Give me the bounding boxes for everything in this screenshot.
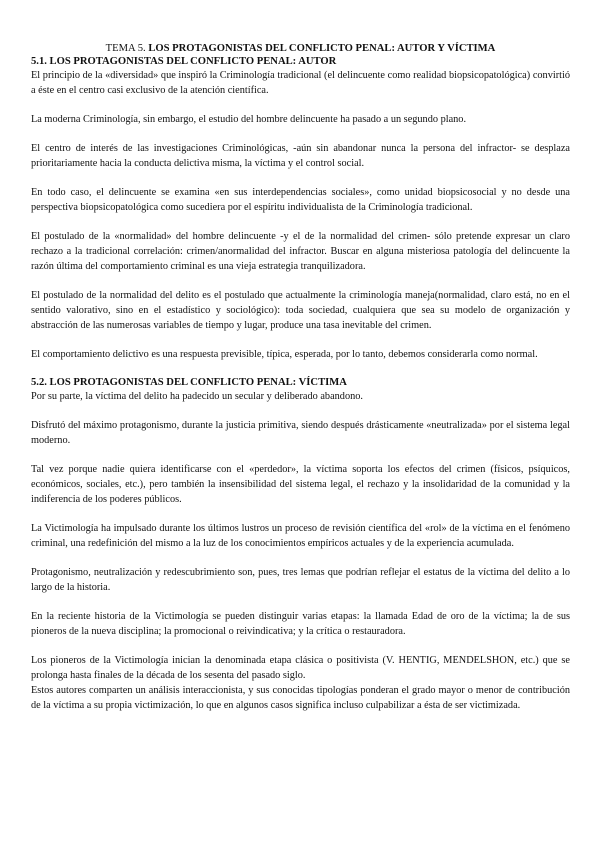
document-title bbox=[31, 42, 570, 55]
paragraph: En la reciente historia de la Victimología se pueden distinguir varias etapas: la llamada Edad de oro de la víctima; la de sus pioneros de la nueva disciplina; la promocional o reivindicativa; y la crítica o restauradora. bbox=[31, 611, 570, 637]
title-main: LOS PROTAGONISTAS DEL CONFLICTO PENAL: AUTOR Y VÍCTIMA bbox=[148, 43, 496, 54]
paragraph: Los pioneros de la Victimología inician la denominada etapa clásica o positivista (V. HENTIG, MENDELSHON, etc.) que se prolonga hasta finales de la década de los sesenta del pasado siglo. bbox=[31, 655, 570, 681]
paragraph: Por su parte, la víctima del delito ha padecido un secular y deliberado abandono. bbox=[31, 391, 363, 402]
paragraph: La moderna Criminología, sin embargo, el estudio del hombre delincuente ha pasado a un segundo plano. bbox=[31, 114, 467, 125]
paragraph: El postulado de la «normalidad» del hombre delincuente -y el de la normalidad del crimen- sólo pretende expresar un claro rechazo a la tradicional correlación: crimen/anormalidad del infractor. Buscar en alguna misteriosa patología del delincuente la razón última del comportamiento criminal es una vieja estrategia tranquilizadora. bbox=[31, 231, 570, 272]
section-heading-victima: 5.2. LOS PROTAGONISTAS DEL CONFLICTO PENAL: VÍCTIMA bbox=[31, 377, 347, 388]
paragraph: La Victimología ha impulsado durante los últimos lustros un proceso de revisión científica del «rol» de la víctima en el fenómeno criminal, una redefinición del mismo a la luz de los conocimientos empíricos actuales y de la experiencia acumulada. bbox=[31, 523, 570, 549]
paragraph: En todo caso, el delincuente se examina «en sus interdependencias sociales», como unidad biopsicosocial y no desde una perspectiva biopsicopatológica como sucediera por el espíritu individualista de la Criminología tradicional. bbox=[31, 187, 570, 213]
section-heading-autor: 5.1. LOS PROTAGONISTAS DEL CONFLICTO PENAL: AUTOR bbox=[31, 56, 337, 67]
paragraph: El comportamiento delictivo es una respuesta previsible, típica, esperada, por lo tanto, debemos considerarla como normal. bbox=[31, 349, 538, 360]
paragraph: Protagonismo, neutralización y redescubrimiento son, pues, tres lemas que podrían reflejar el estatus de la víctima del delito a lo largo de la historia. bbox=[31, 567, 570, 593]
paragraph: El postulado de la normalidad del delito es el postulado que actualmente la criminología maneja(normalidad, claro está, no en el sentido valorativo, sino en el estadístico y sociológico): toda sociedad, cualquiera que sea su modelo de organización y abstracción de las numerosas variables de tiempo y lugar, produce una tasa inevitable del crimen. bbox=[31, 290, 570, 331]
paragraph: Estos autores comparten un análisis interaccionista, y sus conocidas tipologías ponderan el grado mayor o menor de contribución de la víctima a su propia victimización, lo que en algunos casos significa incluso culpabilizar a ésta de ser victimizada. bbox=[31, 685, 570, 711]
paragraph: Disfrutó del máximo protagonismo, durante la justicia primitiva, siendo después drásticamente «neutralizada» por el sistema legal moderno. bbox=[31, 420, 570, 446]
paragraph: El principio de la «diversidad» que inspiró la Criminología tradicional (el delincuente como realidad biopsicopatológica) convirtió a éste en el centro casi exclusivo de la atención científica. bbox=[31, 70, 570, 96]
title-prefix: TEMA 5. bbox=[105, 43, 146, 54]
paragraph: El centro de interés de las investigaciones Criminológicas, -aún sin abandonar nunca la persona del infractor- se desplaza prioritariamente hacia la conducta delictiva misma, la víctima y el control social. bbox=[31, 143, 570, 169]
document-body bbox=[31, 42, 570, 713]
paragraph: Tal vez porque nadie quiera identificarse con el «perdedor», la víctima soporta los efectos del crimen (físicos, psíquicos, económicos, sociales, etc.), pero también la insensibilidad del sistema legal, el rechazo y la insolidaridad de la comunidad y la indiferencia de los poderes públicos. bbox=[31, 464, 570, 505]
